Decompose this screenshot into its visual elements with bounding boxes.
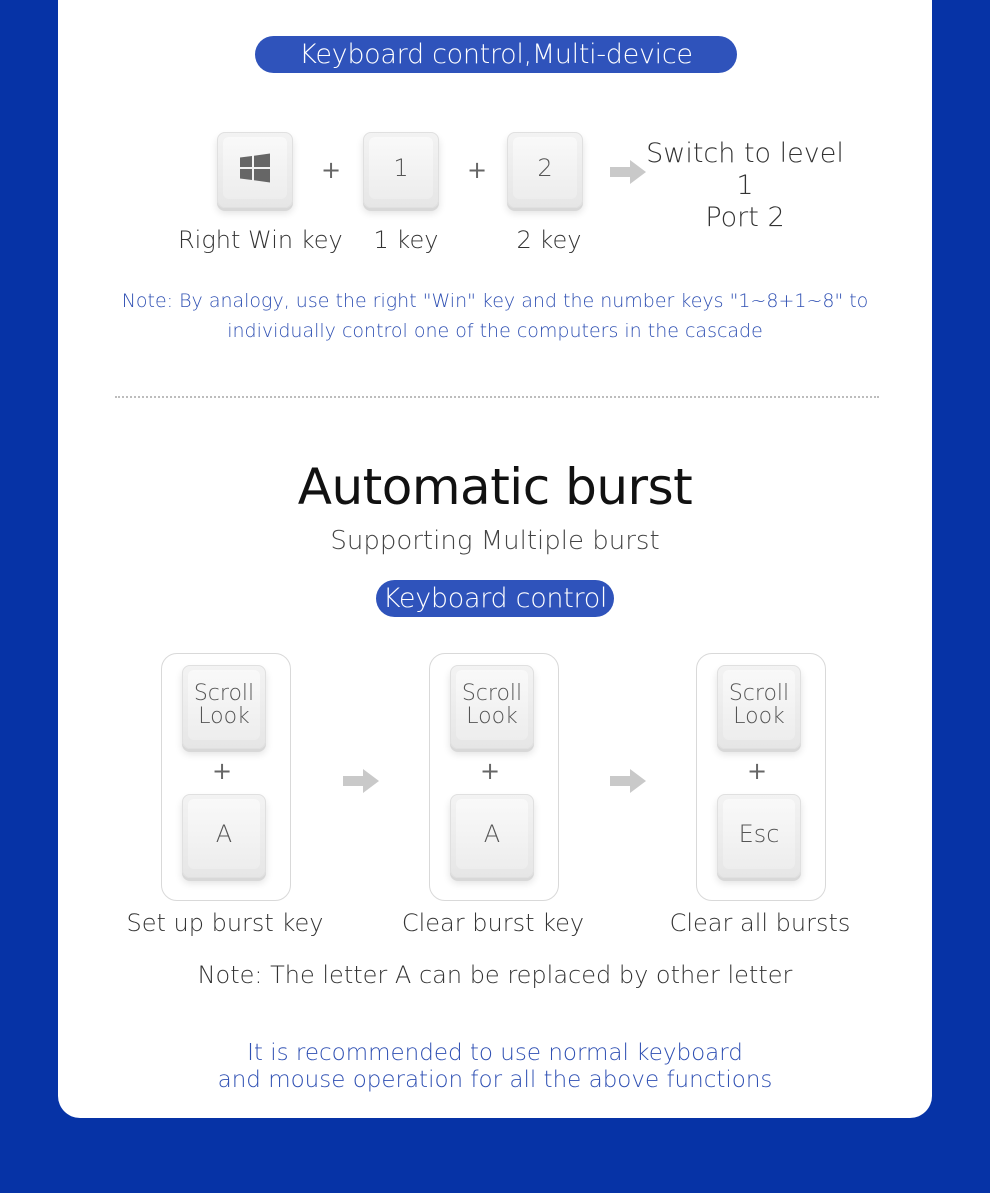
arrow-right-icon [343,769,379,793]
key-symbol: Esc [723,799,795,869]
one-key-label: 1 key [373,226,439,254]
plus-sign: + [747,757,768,785]
arrow-right-icon [610,769,646,793]
key-line2: Look [198,704,250,729]
one-key-symbol: 1 [369,137,433,199]
key-line2: Look [466,704,518,729]
scroll-lock-key [717,665,801,749]
plus-sign: + [212,757,233,785]
two-key [507,132,583,208]
win-key-label: Right Win key [178,226,343,254]
cascade-note-line2: individually control one of the computers in the cascade [227,320,763,342]
scroll-lock-key [182,665,266,749]
burst-note: Note: The letter A can be replaced by other letter [197,961,793,989]
combo-clear-label: Clear burst key [401,909,585,937]
letter-a-key [182,794,266,878]
two-key-symbol: 2 [513,137,577,199]
section-divider [115,396,879,398]
esc-key [717,794,801,878]
letter-a-key [450,794,534,878]
recommendation [0,1040,990,1094]
key-line1: Scroll [193,681,255,706]
cascade-note-line1: Note: By analogy, use the right "Win" key and the number keys "1~8+1~8" to [121,290,869,312]
recommendation-line1: It is recommended to use normal keyboard [247,1040,743,1066]
combo-setup-label: Set up burst key [126,909,324,937]
plus-sign: + [480,757,501,785]
plus-sign: + [467,156,488,184]
recommendation-line2: and mouse operation for all the above functions [217,1067,773,1093]
key-symbol: A [456,799,528,869]
key-line1: Scroll [461,681,523,706]
cascade-note [0,286,990,346]
scroll-lock-key [450,665,534,749]
cascade-pill: Keyboard control,Multi-device cascade [255,36,737,73]
windows-logo-icon [240,153,270,183]
section-title: Automatic burst [297,458,693,516]
combo-clear-all-label: Clear all bursts [669,909,851,937]
burst-pill: Keyboard control [376,580,614,617]
two-key-label: 2 key [516,226,582,254]
cascade-result-line2: Port 2 [705,202,785,233]
key-symbol: A [188,799,260,869]
one-key [363,132,439,208]
cascade-result-line1: Switch to level 1 [646,138,844,201]
plus-sign: + [321,156,342,184]
section-subtitle: Supporting Multiple burst [330,526,660,556]
key-line2: Look [733,704,785,729]
key-line1: Scroll [728,681,790,706]
cascade-result [640,138,850,234]
win-key [217,132,293,208]
